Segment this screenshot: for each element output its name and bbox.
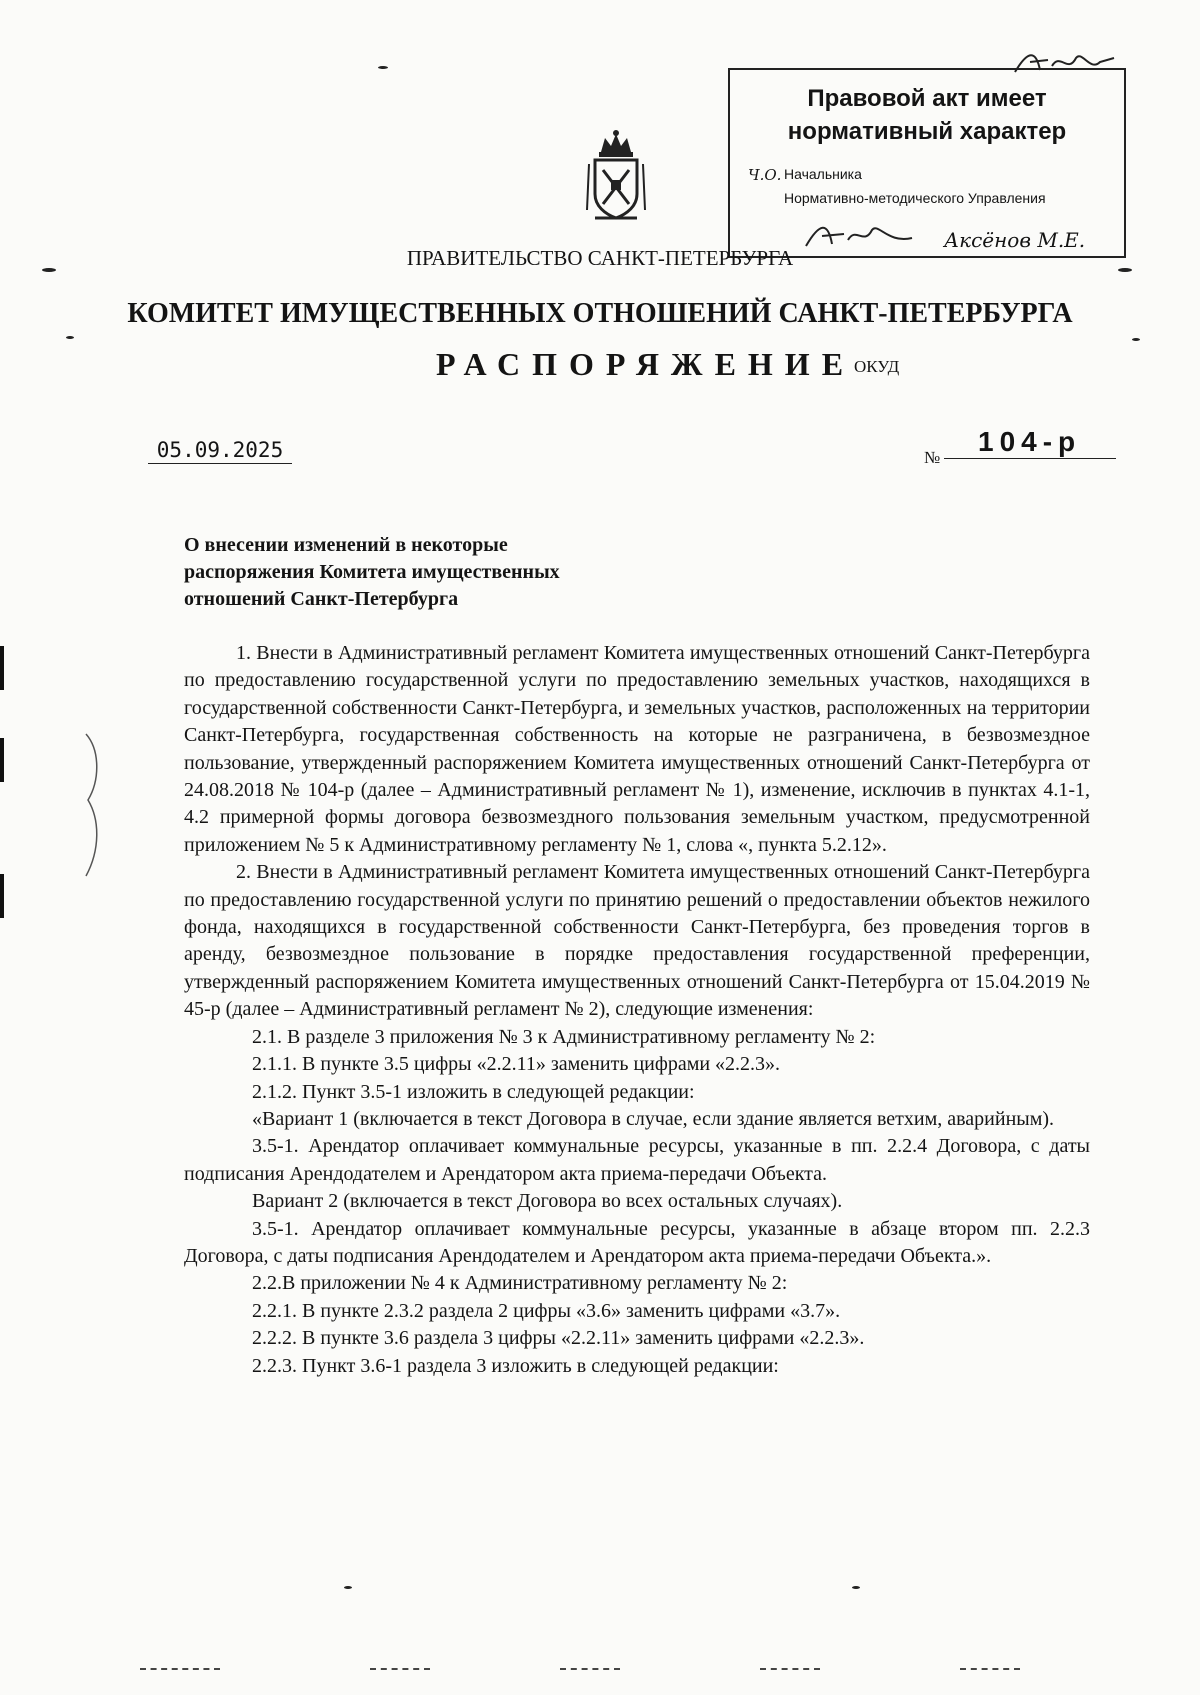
- paragraph-2-1-1: 2.1.1. В пункте 3.5 цифры «2.2.11» заменить цифрами «2.2.3».: [252, 1053, 781, 1076]
- scan-speck: [1132, 338, 1140, 341]
- scan-speck: [1118, 268, 1132, 272]
- scan-speck: [344, 1586, 352, 1589]
- paragraph-2-2-1: 2.2.1. В пункте 2.3.2 раздела 2 цифры «3.6» заменить цифрами «3.7».: [252, 1299, 841, 1322]
- stamp-title: Правовой акт имеет нормативный характер: [787, 85, 1067, 145]
- normative-act-stamp: [728, 68, 1126, 258]
- scan-edge: [370, 1668, 430, 1670]
- scan-speck: [66, 336, 74, 339]
- paragraph-2-2-3: 2.2.3. Пункт 3.6-1 раздела 3 изложить в следующей редакции:: [252, 1354, 779, 1377]
- document-number: 104-р: [944, 426, 1116, 459]
- document-type: РАСПОРЯЖЕНИЕ: [436, 346, 856, 382]
- paragraph-1: 1. Внести в Административный регламент Комитета имущественных отношений Санкт-Петербурга по предоставлению государственной услуги по предоставлению земельных участков, находящихся в государственной собственности Санкт-Петербурга, и земельных участков, расположенных на территории Санкт-Петербурга, государственная собственность на которые не разграничена, в безвозмездное пользование, утвержденный распоряжением Комитета имущественных отношений Санкт-Петербурга от 24.08.2018 № 104-р (далее – Административный регламент № 1), изменение, исключив в пунктах 4.1-1, 4.2 примерной формы договора безвозмездного пользования земельным участком, предусмотренной приложением № 5 к Административному регламенту № 1, слова «, пункта 5.2.12».: [184, 642, 1090, 856]
- scan-edge: [560, 1668, 620, 1670]
- signature-top-icon: [1010, 44, 1120, 84]
- scan-mark: [0, 874, 4, 918]
- document-body: [184, 640, 1090, 1380]
- paragraph-2-2: 2.2.В приложении № 4 к Административному регламенту № 2:: [252, 1272, 788, 1295]
- paragraph-2-1: 2.1. В разделе 3 приложения № 3 к Административному регламенту № 2:: [252, 1025, 876, 1048]
- stamp-department: Нормативно-методического Управления: [784, 190, 1046, 206]
- document-subject: О внесении изменений в некоторые распоряжения Комитета имущественных отношений Санкт-Петербурга: [184, 534, 560, 610]
- committee-name: КОМИТЕТ ИМУЩЕСТВЕННЫХ ОТНОШЕНИЙ САНКТ-ПЕТЕРБУРГА: [127, 298, 1073, 329]
- scan-mark: [0, 646, 4, 690]
- stamp-signer: Аксёнов М.Е.: [944, 228, 1086, 252]
- scan-edge: [960, 1668, 1020, 1670]
- variant-2-text: Вариант 2 (включается в текст Договора во всех остальных случаях).: [252, 1190, 843, 1213]
- scan-speck: [378, 66, 388, 69]
- scan-speck: [42, 268, 56, 272]
- document-date: 05.09.2025: [148, 438, 292, 464]
- variant-1-text: «Вариант 1 (включается в текст Договора в случае, если здание является ветхим, аварийным).: [252, 1107, 1055, 1130]
- scan-mark: [0, 738, 4, 782]
- coat-of-arms-icon: [583, 130, 649, 226]
- stamp-acting-prefix: Ч.О.: [748, 166, 782, 184]
- clause-3-5-1-variant-2: 3.5-1. Арендатор оплачивает коммунальные ресурсы, указанные в абзаце втором пп. 2.2.3 Договора, с даты подписания Арендодателем и Арендатором акта приема-передачи Объекта.».: [184, 1217, 1090, 1267]
- stamp-position: Начальника: [784, 166, 862, 182]
- okud-label: ОКУД: [854, 357, 900, 376]
- clause-3-5-1-variant-1: 3.5-1. Арендатор оплачивает коммунальные ресурсы, указанные в пп. 2.2.4 Договора, с даты подписания Арендодателем и Арендатором акта приема-передачи Объекта.: [184, 1135, 1090, 1185]
- paragraph-2-1-2: 2.1.2. Пункт 3.5-1 изложить в следующей редакции:: [252, 1080, 695, 1103]
- scan-speck: [852, 1586, 860, 1589]
- scan-edge: [760, 1668, 820, 1670]
- government-name: ПРАВИТЕЛЬСТВО САНКТ-ПЕТЕРБУРГА: [406, 246, 794, 270]
- scan-bracket-icon: [78, 730, 108, 880]
- paragraph-2-2-2: 2.2.2. В пункте 3.6 раздела 3 цифры «2.2.11» заменить цифрами «2.2.3».: [252, 1327, 865, 1350]
- paragraph-2: 2. Внести в Административный регламент Комитета имущественных отношений Санкт-Петербурга по предоставлению государственной услуги по принятию решений о предоставлении объектов нежилого фонда, находящихся в государственной собственности Санкт-Петербурга, без проведения торгов в аренду, безвозмездное пользование в порядке предоставления государственной преференции, утвержденный распоряжением Комитета имущественных отношений Санкт-Петербурга от 15.04.2019 № 45-р (далее – Административный регламент № 2), следующие изменения:: [184, 861, 1090, 1021]
- scan-edge: [140, 1668, 220, 1670]
- number-label: №: [924, 448, 941, 467]
